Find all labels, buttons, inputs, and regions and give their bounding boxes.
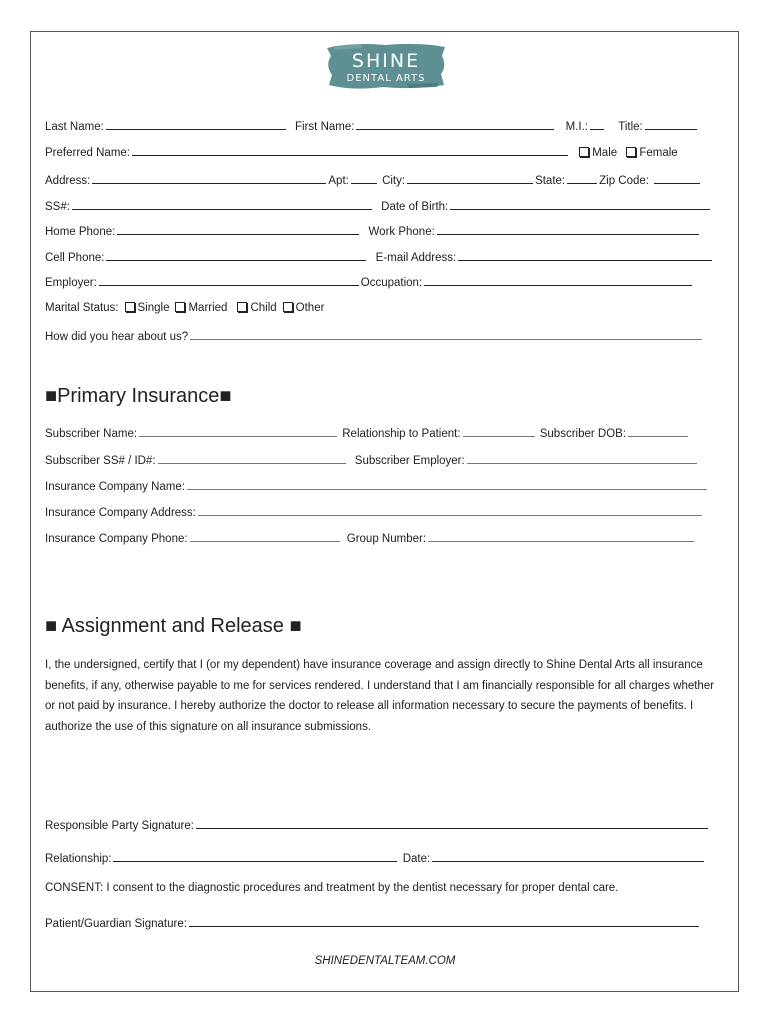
patient-signature-field[interactable] — [189, 915, 699, 927]
cell-email-row — [45, 249, 714, 265]
subscriber-dob-label: Subscriber DOB: — [539, 428, 627, 440]
email-field[interactable] — [458, 249, 712, 261]
hear-about-field[interactable] — [190, 328, 702, 340]
dob-field[interactable] — [450, 198, 710, 210]
dob-label: Date of Birth: — [381, 201, 449, 213]
subscriber-employer-field[interactable] — [467, 452, 697, 464]
insurance-company-phone-label: Insurance Company Phone: — [45, 533, 188, 545]
relationship-to-patient-label: Relationship to Patient: — [342, 428, 461, 440]
child-label: Child — [250, 302, 277, 314]
preferred-name-label: Preferred Name: — [45, 147, 131, 159]
other-checkbox[interactable] — [283, 302, 293, 312]
single-label: Single — [137, 302, 170, 314]
zip-label: Zip Code: — [599, 175, 649, 187]
subscriber-employer-label: Subscriber Employer: — [354, 455, 465, 467]
cell-phone-field[interactable] — [106, 249, 366, 261]
company-phone-row — [45, 530, 696, 546]
first-name-field[interactable] — [356, 118, 554, 130]
subscriber-dob-field[interactable] — [628, 425, 688, 437]
subscriber-name-field[interactable] — [139, 425, 337, 437]
phone-row — [45, 223, 701, 239]
last-name-label: Last Name: — [45, 121, 104, 133]
insurance-company-phone-field[interactable] — [190, 530, 340, 542]
consent-row — [45, 881, 618, 895]
female-label: Female — [639, 147, 678, 159]
shine-dental-arts-logo — [323, 40, 449, 92]
patient-signature-row — [45, 915, 701, 931]
group-number-field[interactable] — [428, 530, 694, 542]
last-name-field[interactable] — [106, 118, 286, 130]
ss-label: SS#: — [45, 201, 70, 213]
state-field[interactable] — [567, 172, 597, 184]
company-address-row — [45, 504, 704, 520]
female-checkbox[interactable] — [626, 147, 636, 157]
first-name-label: First Name: — [295, 121, 355, 133]
city-field[interactable] — [407, 172, 533, 184]
mi-field[interactable] — [590, 118, 604, 130]
logo-text-dental-arts: DENTAL ARTS — [346, 73, 426, 84]
preferred-name-field[interactable] — [132, 144, 568, 156]
subscriber-name-label: Subscriber Name: — [45, 428, 138, 440]
relationship-label: Relationship: — [45, 853, 112, 865]
subscriber-ss-row — [45, 452, 699, 468]
occupation-label: Occupation: — [360, 277, 423, 289]
subscriber-ss-label: Subscriber SS# / ID#: — [45, 455, 156, 467]
date-label: Date: — [402, 853, 431, 865]
insurance-company-name-label: Insurance Company Name: — [45, 481, 185, 493]
subscriber-ss-field[interactable] — [158, 452, 346, 464]
address-field[interactable] — [92, 172, 326, 184]
apt-field[interactable] — [351, 172, 377, 184]
work-phone-field[interactable] — [437, 223, 699, 235]
email-label: E-mail Address: — [375, 252, 457, 264]
responsible-signature-field[interactable] — [196, 817, 708, 829]
assignment-release-text: I, the undersigned, certify that I (or my dependent) have insurance coverage and assign directly to Shine Dental Arts all insurance benefits, if any, otherwise payable to me for services rendered. I understand that I am financially responsible for all charges whether or not paid by insurance. I hereby authorize the doctor to release all information necessary to secure the payments of benefits. I authorize the use of this signature on all insurance submissions. — [45, 659, 715, 733]
occupation-field[interactable] — [424, 274, 692, 286]
company-name-row — [45, 478, 709, 494]
insurance-company-address-label: Insurance Company Address: — [45, 507, 196, 519]
apt-label: Apt: — [328, 175, 349, 187]
title-field[interactable] — [645, 118, 697, 130]
other-label: Other — [295, 302, 325, 314]
single-checkbox[interactable] — [125, 302, 135, 312]
home-phone-label: Home Phone: — [45, 226, 116, 238]
married-label: Married — [188, 302, 228, 314]
mi-label: M.I.: — [565, 121, 589, 133]
responsible-signature-label: Responsible Party Signature: — [45, 820, 194, 832]
employer-field[interactable] — [99, 274, 359, 286]
home-phone-field[interactable] — [117, 223, 359, 235]
footer-website: SHINEDENTALTEAM.COM — [314, 955, 456, 967]
relationship-to-patient-field[interactable] — [463, 425, 535, 437]
married-checkbox[interactable] — [175, 302, 185, 312]
name-row — [45, 118, 699, 134]
responsible-signature-row — [45, 817, 710, 833]
preferred-name-row — [45, 144, 678, 160]
referral-row — [45, 328, 704, 344]
relationship-date-row — [45, 850, 706, 866]
relationship-field[interactable] — [113, 850, 397, 862]
work-phone-label: Work Phone: — [368, 226, 435, 238]
address-row — [45, 172, 702, 188]
insurance-company-address-field[interactable] — [198, 504, 702, 516]
ss-field[interactable] — [72, 198, 372, 210]
primary-insurance-heading: ■Primary Insurance■ — [45, 385, 232, 407]
state-label: State: — [535, 175, 566, 187]
subscriber-name-row — [45, 425, 690, 441]
consent-text: CONSENT: I consent to the diagnostic procedures and treatment by the dentist necessary for proper dental care. — [45, 882, 619, 894]
logo-brush-graphic — [323, 40, 449, 92]
child-checkbox[interactable] — [237, 302, 247, 312]
ss-row — [45, 198, 712, 214]
insurance-company-name-field[interactable] — [187, 478, 707, 490]
group-number-label: Group Number: — [346, 533, 427, 545]
city-label: City: — [382, 175, 406, 187]
address-label: Address: — [45, 175, 91, 187]
logo-text-shine: SHINE — [351, 50, 421, 72]
hear-about-label: How did you hear about us? — [45, 331, 189, 343]
employer-row — [45, 274, 694, 290]
patient-signature-label: Patient/Guardian Signature: — [45, 918, 187, 930]
title-label: Title: — [618, 121, 643, 133]
cell-phone-label: Cell Phone: — [45, 252, 105, 264]
zip-field[interactable] — [654, 172, 700, 184]
assignment-release-heading: ■ Assignment and Release ■ — [45, 615, 302, 637]
marital-status-row — [45, 301, 324, 315]
male-label: Male — [592, 147, 618, 159]
male-checkbox[interactable] — [579, 147, 589, 157]
employer-label: Employer: — [45, 277, 97, 289]
date-field[interactable] — [432, 850, 704, 862]
marital-status-label: Marital Status: — [45, 302, 119, 314]
